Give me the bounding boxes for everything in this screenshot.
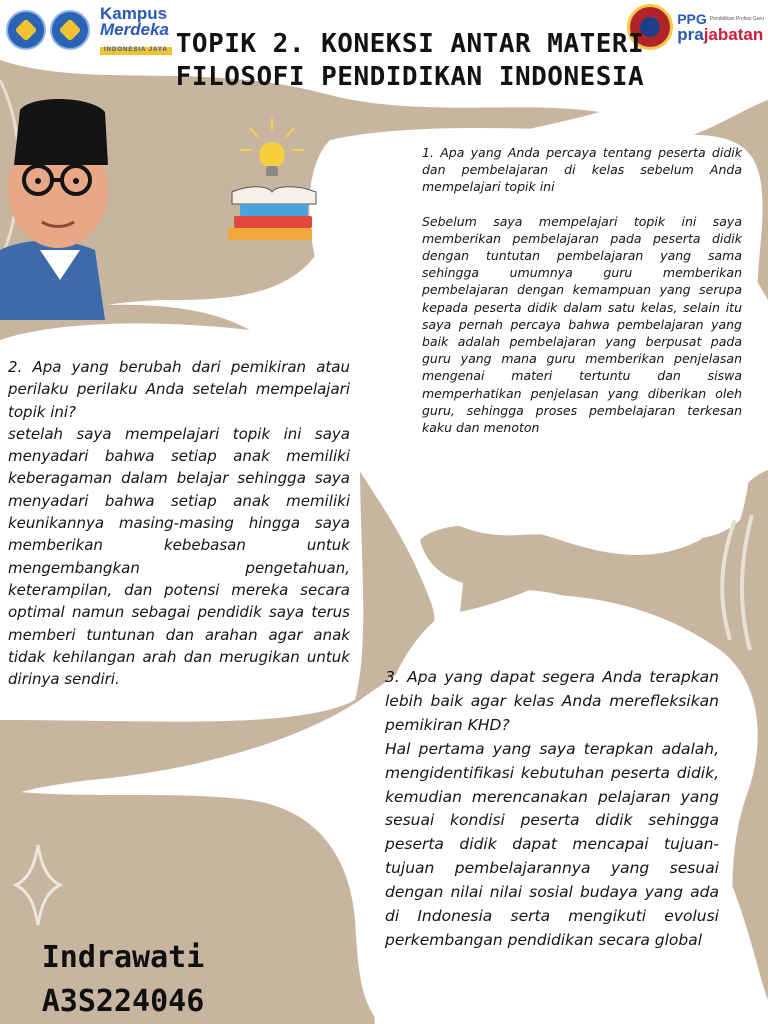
kampus-merdeka-logo [6,6,172,55]
title-line-2: FILOSOFI PENDIDIKAN INDONESIA [175,61,645,92]
author-name: Indrawati [41,940,205,975]
ppg-wordmark: PPG Pendidikan Profesi Guru prajabatan [677,10,764,44]
section-2-question: 2. Apa yang berubah dari pemikiran atau perilaku perilaku Anda setelah mempelajari topik ini? [8,358,350,421]
author-id: A3S224046 [41,984,205,1019]
ministry-emblem-icon [50,10,90,50]
section-2-answer: setelah saya mempelajari topik ini saya menyadari bahwa setiap anak memiliki keberagaman dalam belajar sehingga saya menyadari bahwa setiap anak memiliki keunikannya masing-masing hingga saya memberikan kebebasan untuk mengembangkan pengetahuan, keterampilan, dan potensi mereka secara optimal namun sebagai pendidik saya terus memberi tuntunan dan arahan agar anak tidak kehilangan arah dan merugikan untuk dirinya sendiri. [8,424,350,689]
section-3-question: 3. Apa yang dapat segera Anda terapkan lebih baik agar kelas Anda merefleksikan pemikiran KHD? [385,668,719,734]
section-3 [385,666,719,953]
section-1-answer: Sebelum saya mempelajari topik ini saya memberikan pembelajaran pada peserta didik dengan tuntutan pembelajaran yang sama sehingga umumnya guru memberikan pembelajaran dengan kemampuan yang serupa kepada peserta didik dalam satu kelas, selain itu saya pernah percaya bahwa pembelajaran yang baik adalah pembelajaran yang berpusat pada guru yang mana guru memberikan penjelasan mengenai materi tertuntu dan siswa memperhatikan penjelasan yang diberikan oleh guru, sehingga proses pembelajaran terkesan kaku dan menoton [422,213,742,436]
kampus-merdeka-wordmark: Kampus Merdeka INDONESIA JAYA [100,6,172,55]
section-2 [8,356,350,690]
section-1 [422,144,742,436]
title-line-1: TOPIK 2. KONEKSI ANTAR MATERI [175,29,645,59]
page-title [160,28,660,93]
section-1-question: 1. Apa yang Anda percaya tentang peserta didik dan pembelajaran di kelas sebelum Anda mempelajari topik ini [422,145,742,195]
author-block [18,936,228,1024]
section-3-answer: Hal pertama yang saya terapkan adalah, mengidentifikasi kebutuhan peserta didik, kemudian merencanakan pelajaran yang sesuai kondisi peserta didik sehingga peserta didik dapat mencapai tujuan-tujuan pembelajarannya yang sesuai dengan nilai nilai sosial budaya yang ada di Indonesia serta mengikuti evolusi perkembangan pendidikan secara global [385,739,719,949]
tut-wuri-emblem-icon [6,10,46,50]
